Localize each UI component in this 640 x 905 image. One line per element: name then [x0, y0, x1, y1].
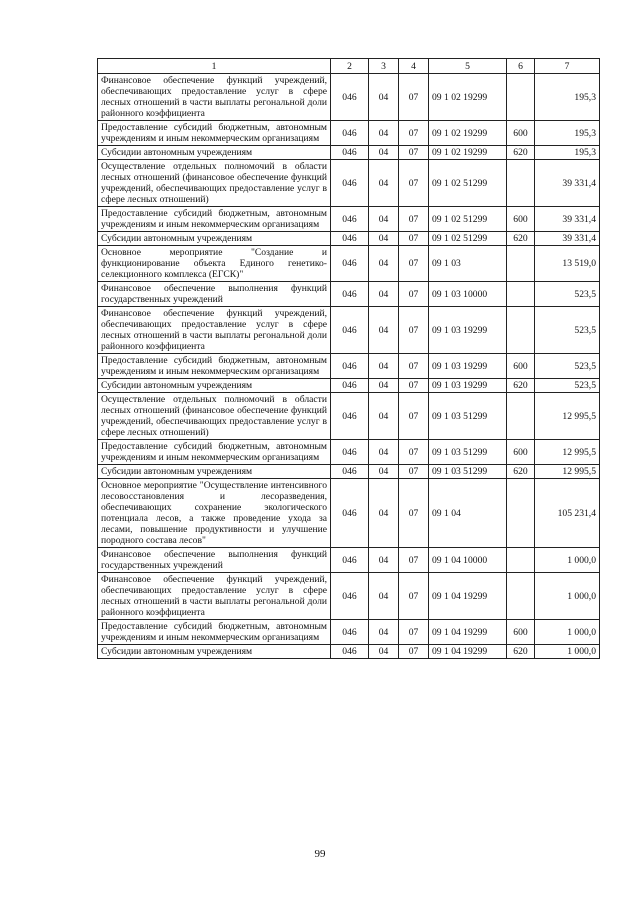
cell-subsection: 07	[399, 465, 429, 479]
cell-subsection: 07	[399, 379, 429, 393]
cell-expense-type: 620	[507, 379, 535, 393]
cell-expense-type: 620	[507, 232, 535, 246]
cell-expense-type	[507, 282, 535, 307]
table-row	[98, 207, 600, 232]
cell-ministry-code: 046	[331, 160, 369, 207]
table-row	[98, 379, 600, 393]
cell-ministry-code: 046	[331, 548, 369, 573]
cell-name: Предоставление субсидий бюджетным, автономным учреждениям и иным некоммерческим организациям	[98, 354, 331, 379]
cell-name: Финансовое обеспечение функций учреждений, обеспечивающих предоставление услуг в сфере лесных отношений в части выплаты регональной доли районного коэффициента	[98, 74, 331, 121]
cell-expense-type	[507, 393, 535, 440]
cell-subsection: 07	[399, 645, 429, 659]
cell-amount: 12 995,5	[535, 393, 600, 440]
cell-subsection: 07	[399, 440, 429, 465]
cell-expense-type	[507, 74, 535, 121]
table-row	[98, 440, 600, 465]
cell-target-article: 09 1 02 19299	[429, 74, 507, 121]
cell-ministry-code: 046	[331, 379, 369, 393]
cell-amount: 195,3	[535, 146, 600, 160]
cell-subsection: 07	[399, 160, 429, 207]
cell-expense-type: 620	[507, 146, 535, 160]
cell-section: 04	[369, 121, 399, 146]
cell-target-article: 09 1 03 19299	[429, 379, 507, 393]
cell-target-article: 09 1 04 10000	[429, 548, 507, 573]
cell-expense-type	[507, 573, 535, 620]
cell-section: 04	[369, 440, 399, 465]
table-row	[98, 160, 600, 207]
cell-name: Финансовое обеспечение выполнения функций государственных учреждений	[98, 282, 331, 307]
cell-amount: 105 231,4	[535, 479, 600, 548]
cell-amount: 39 331,4	[535, 232, 600, 246]
cell-expense-type	[507, 548, 535, 573]
cell-expense-type: 600	[507, 620, 535, 645]
cell-expense-type	[507, 307, 535, 354]
cell-expense-type: 620	[507, 645, 535, 659]
cell-ministry-code: 046	[331, 74, 369, 121]
table-row	[98, 74, 600, 121]
cell-subsection: 07	[399, 146, 429, 160]
cell-amount: 39 331,4	[535, 207, 600, 232]
cell-target-article: 09 1 04 19299	[429, 573, 507, 620]
cell-ministry-code: 046	[331, 354, 369, 379]
cell-section: 04	[369, 207, 399, 232]
cell-name: Основное мероприятие "Осуществление интенсивного лесовосстановления и лесоразведения, обеспечивающих сохранение экологического потенциала лесов, а также проведение ухода за лесами, повышение продуктивности и улучшение породного состава лесов"	[98, 479, 331, 548]
cell-amount: 39 331,4	[535, 160, 600, 207]
cell-name: Основное мероприятие "Создание и функционирование объекта Единого генетико-селекционного комплекса (ЕГСК)"	[98, 246, 331, 282]
cell-ministry-code: 046	[331, 620, 369, 645]
cell-subsection: 07	[399, 307, 429, 354]
page-number: 99	[314, 848, 326, 860]
cell-name: Субсидии автономным учреждениям	[98, 232, 331, 246]
cell-amount: 195,3	[535, 74, 600, 121]
cell-expense-type: 600	[507, 354, 535, 379]
cell-ministry-code: 046	[331, 282, 369, 307]
table-row	[98, 479, 600, 548]
cell-ministry-code: 046	[331, 479, 369, 548]
cell-section: 04	[369, 379, 399, 393]
cell-name: Субсидии автономным учреждениям	[98, 465, 331, 479]
table-row	[98, 282, 600, 307]
cell-section: 04	[369, 232, 399, 246]
cell-name: Предоставление субсидий бюджетным, автономным учреждениям и иным некоммерческим организациям	[98, 207, 331, 232]
cell-target-article: 09 1 04 19299	[429, 645, 507, 659]
cell-subsection: 07	[399, 74, 429, 121]
cell-section: 04	[369, 282, 399, 307]
cell-section: 04	[369, 465, 399, 479]
cell-ministry-code: 046	[331, 645, 369, 659]
table-body	[98, 74, 600, 659]
cell-expense-type: 620	[507, 465, 535, 479]
table-row	[98, 573, 600, 620]
cell-subsection: 07	[399, 207, 429, 232]
column-header: 4	[399, 59, 429, 74]
cell-ministry-code: 046	[331, 573, 369, 620]
cell-amount: 1 000,0	[535, 645, 600, 659]
cell-amount: 13 519,0	[535, 246, 600, 282]
cell-target-article: 09 1 02 51299	[429, 160, 507, 207]
cell-name: Предоставление субсидий бюджетным, автономным учреждениям и иным некоммерческим организациям	[98, 620, 331, 645]
cell-name: Предоставление субсидий бюджетным, автономным учреждениям и иным некоммерческим организациям	[98, 440, 331, 465]
table-row	[98, 548, 600, 573]
cell-section: 04	[369, 573, 399, 620]
cell-target-article: 09 1 03 10000	[429, 282, 507, 307]
table-row	[98, 146, 600, 160]
table-row	[98, 645, 600, 659]
cell-subsection: 07	[399, 246, 429, 282]
cell-subsection: 07	[399, 121, 429, 146]
cell-subsection: 07	[399, 548, 429, 573]
cell-expense-type: 600	[507, 207, 535, 232]
cell-expense-type: 600	[507, 440, 535, 465]
cell-name: Осуществление отдельных полномочий в области лесных отношений (финансовое обеспечение функций учреждений, обеспечивающих предоставление услуг в сфере лесных отношений)	[98, 393, 331, 440]
cell-subsection: 07	[399, 282, 429, 307]
cell-name: Финансовое обеспечение функций учреждений, обеспечивающих предоставление услуг в сфере лесных отношений в части выплаты регональной доли районного коэффициента	[98, 573, 331, 620]
cell-section: 04	[369, 620, 399, 645]
cell-ministry-code: 046	[331, 121, 369, 146]
table-row	[98, 393, 600, 440]
cell-name: Предоставление субсидий бюджетным, автономным учреждениям и иным некоммерческим организациям	[98, 121, 331, 146]
cell-section: 04	[369, 307, 399, 354]
budget-table	[97, 58, 600, 659]
cell-target-article: 09 1 03 51299	[429, 393, 507, 440]
cell-amount: 12 995,5	[535, 440, 600, 465]
cell-section: 04	[369, 74, 399, 121]
cell-subsection: 07	[399, 479, 429, 548]
cell-name: Финансовое обеспечение функций учреждений, обеспечивающих предоставление услуг в сфере лесных отношений в части выплаты регональной доли районного коэффициента	[98, 307, 331, 354]
cell-section: 04	[369, 146, 399, 160]
cell-subsection: 07	[399, 354, 429, 379]
cell-amount: 523,5	[535, 282, 600, 307]
cell-target-article: 09 1 02 19299	[429, 121, 507, 146]
cell-subsection: 07	[399, 393, 429, 440]
cell-section: 04	[369, 548, 399, 573]
cell-name: Осуществление отдельных полномочий в области лесных отношений (финансовое обеспечение функций учреждений, обеспечивающих предоставление услуг в сфере лесных отношений)	[98, 160, 331, 207]
table-row	[98, 246, 600, 282]
cell-expense-type: 600	[507, 121, 535, 146]
cell-section: 04	[369, 393, 399, 440]
cell-section: 04	[369, 160, 399, 207]
cell-ministry-code: 046	[331, 207, 369, 232]
cell-ministry-code: 046	[331, 146, 369, 160]
cell-target-article: 09 1 04 19299	[429, 620, 507, 645]
cell-amount: 12 995,5	[535, 465, 600, 479]
cell-name: Финансовое обеспечение выполнения функций государственных учреждений	[98, 548, 331, 573]
cell-target-article: 09 1 02 51299	[429, 207, 507, 232]
cell-target-article: 09 1 03 19299	[429, 354, 507, 379]
cell-amount: 1 000,0	[535, 548, 600, 573]
table-row	[98, 121, 600, 146]
column-header: 1	[98, 59, 331, 74]
table-row	[98, 232, 600, 246]
cell-expense-type	[507, 246, 535, 282]
cell-target-article: 09 1 02 19299	[429, 146, 507, 160]
cell-target-article: 09 1 03 51299	[429, 440, 507, 465]
cell-amount: 1 000,0	[535, 573, 600, 620]
cell-target-article: 09 1 03 19299	[429, 307, 507, 354]
cell-ministry-code: 046	[331, 232, 369, 246]
table-row	[98, 620, 600, 645]
cell-name: Субсидии автономным учреждениям	[98, 645, 331, 659]
column-header: 2	[331, 59, 369, 74]
cell-section: 04	[369, 645, 399, 659]
cell-target-article: 09 1 03	[429, 246, 507, 282]
cell-amount: 523,5	[535, 379, 600, 393]
cell-amount: 1 000,0	[535, 620, 600, 645]
cell-target-article: 09 1 04	[429, 479, 507, 548]
cell-section: 04	[369, 479, 399, 548]
cell-name: Субсидии автономным учреждениям	[98, 379, 331, 393]
cell-target-article: 09 1 03 51299	[429, 465, 507, 479]
column-header: 3	[369, 59, 399, 74]
table-row	[98, 354, 600, 379]
cell-ministry-code: 046	[331, 465, 369, 479]
cell-name: Субсидии автономным учреждениям	[98, 146, 331, 160]
cell-section: 04	[369, 246, 399, 282]
cell-expense-type	[507, 479, 535, 548]
cell-section: 04	[369, 354, 399, 379]
cell-ministry-code: 046	[331, 393, 369, 440]
column-header: 5	[429, 59, 507, 74]
cell-amount: 195,3	[535, 121, 600, 146]
cell-amount: 523,5	[535, 307, 600, 354]
cell-ministry-code: 046	[331, 307, 369, 354]
cell-expense-type	[507, 160, 535, 207]
cell-target-article: 09 1 02 51299	[429, 232, 507, 246]
cell-amount: 523,5	[535, 354, 600, 379]
cell-subsection: 07	[399, 573, 429, 620]
table-header-row	[98, 59, 600, 74]
cell-subsection: 07	[399, 620, 429, 645]
column-header: 7	[535, 59, 600, 74]
cell-ministry-code: 046	[331, 440, 369, 465]
table-row	[98, 465, 600, 479]
column-header: 6	[507, 59, 535, 74]
cell-ministry-code: 046	[331, 246, 369, 282]
table-row	[98, 307, 600, 354]
cell-subsection: 07	[399, 232, 429, 246]
